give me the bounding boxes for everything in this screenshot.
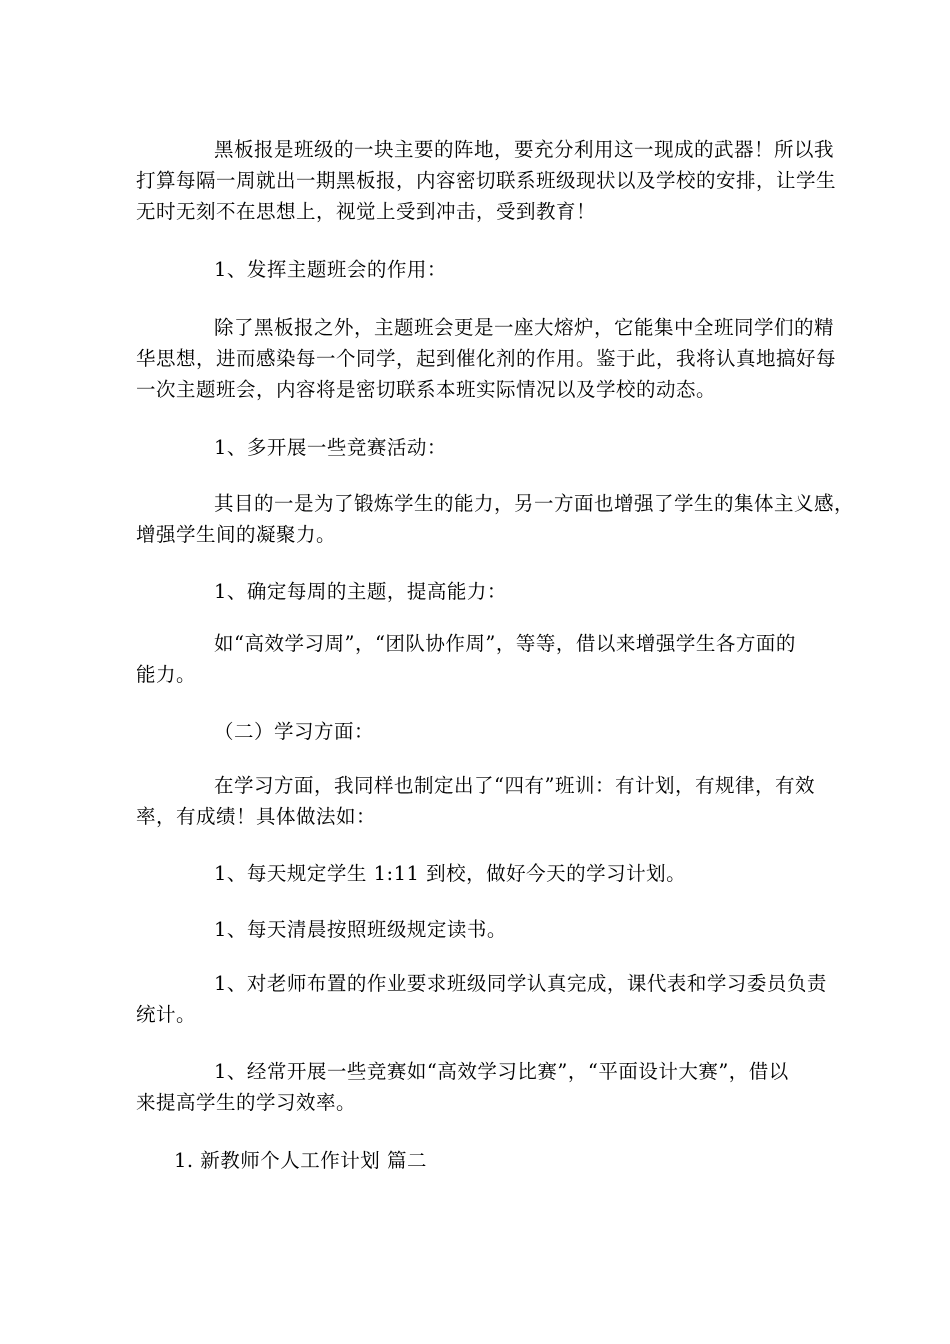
paragraph-line: 无时无刻不在思想上，视觉上受到冲击，受到教育！	[136, 200, 597, 223]
paragraph-line: 一次主题班会，内容将是密切联系本班实际情况以及学校的动态。	[136, 378, 717, 401]
paragraph-line: （二）学习方面：	[214, 720, 375, 743]
paragraph-line: 其目的一是为了锻炼学生的能力，另一方面也增强了学生的集体主义感，	[214, 492, 855, 515]
item-heading-weekly-theme	[136, 576, 826, 607]
section-title	[174, 1145, 864, 1176]
paragraph-line: 打算每隔一周就出一期黑板报，内容密切联系班级现状以及学校的安排，让学生	[136, 169, 837, 192]
list-item-morning-reading	[136, 914, 826, 945]
paragraph-line: 来提高学生的学习效率。	[136, 1091, 357, 1114]
item-heading-competitions	[136, 432, 826, 463]
paragraph-line: 1、对老师布置的作业要求班级同学认真完成，课代表和学习委员负责	[214, 972, 827, 995]
paragraph-weekly-theme	[136, 628, 826, 690]
paragraph-line: 除了黑板报之外，主题班会更是一座大熔炉，它能集中全班同学们的精	[214, 316, 835, 339]
paragraph-line: 增强学生间的凝聚力。	[136, 523, 337, 546]
paragraph-line: 1、确定每周的主题，提高能力：	[214, 580, 507, 603]
paragraph-line: 率，有成绩！具体做法如：	[136, 805, 377, 828]
paragraph-theme-meeting	[136, 312, 837, 405]
paragraph-line: 如“高效学习周”，“团队协作周”，等等，借以来增强学生各方面的	[214, 632, 796, 655]
section-heading-study	[136, 716, 826, 747]
list-item-homework	[136, 968, 826, 1030]
paragraph-line: 1、每天清晨按照班级规定读书。	[214, 918, 507, 941]
list-item-arrival	[136, 858, 826, 889]
paragraph-line: 华思想，进而感染每一个同学，起到催化剂的作用。鉴于此，我将认真地搞好每	[136, 347, 837, 370]
paragraph-competitions	[136, 488, 855, 550]
section-title-text: 1. 新教师个人工作计划 篇二	[174, 1149, 428, 1172]
paragraph-line: 统计。	[136, 1003, 197, 1026]
paragraph-blackboard	[136, 134, 837, 227]
paragraph-line: 1、多开展一些竞赛活动：	[214, 436, 447, 459]
paragraph-line: 1、发挥主题班会的作用：	[214, 258, 447, 281]
paragraph-line: 1、经常开展一些竞赛如“高效学习比赛”，“平面设计大赛”，借以	[214, 1060, 789, 1083]
paragraph-line: 在学习方面，我同样也制定出了“四有”班训：有计划，有规律，有效	[214, 774, 815, 797]
paragraph-line: 黑板报是班级的一块主要的阵地，要充分利用这一现成的武器！所以我	[214, 138, 835, 161]
list-item-contests	[136, 1056, 826, 1118]
paragraph-line: 能力。	[136, 663, 197, 686]
paragraph-study-principles	[136, 770, 826, 832]
item-heading-theme-meeting	[136, 254, 826, 285]
paragraph-line: 1、每天规定学生 1:11 到校，做好今天的学习计划。	[214, 862, 687, 885]
